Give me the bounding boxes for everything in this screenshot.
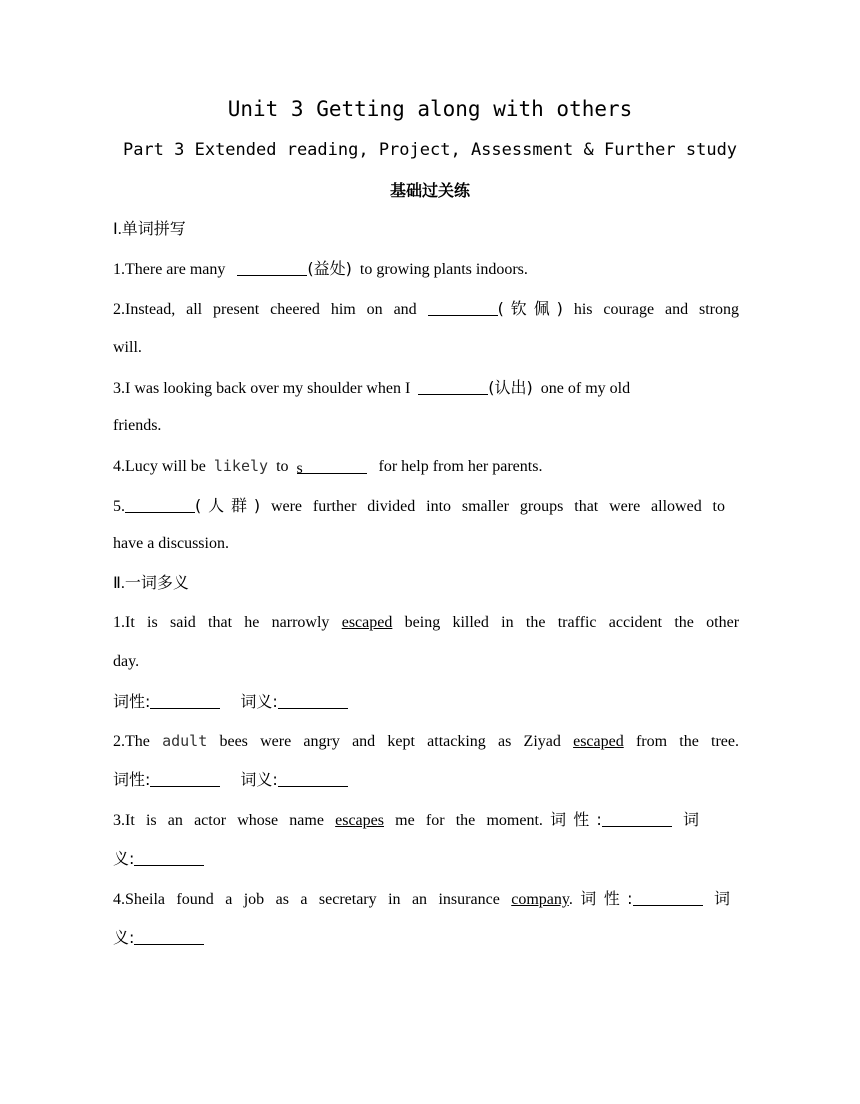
section2-heading: Ⅱ.一词多义 (113, 573, 189, 592)
question-6: 1.It is said that he narrowly escaped being killed in the traffic accident the other (113, 614, 740, 631)
question-3: 3.I was looking back over my shoulder when I (认出) one of my old (113, 378, 631, 397)
target-word: escaped (573, 733, 624, 750)
target-word: escaped (341, 614, 393, 631)
question-9-cont: 义: (113, 926, 739, 950)
question-4: 4.Lucy will be likely to s for help from her parents. (113, 457, 543, 477)
question-9: 4.Sheila found a job as a secretary in an insurance company.词性: 词 (113, 889, 730, 908)
page-title: Unit 3 Getting along with others (227, 97, 633, 121)
answer-row-2: 词性: 词义: (113, 768, 739, 792)
answer-blank[interactable]: s (297, 457, 367, 474)
question-2: 2.Instead, all present cheered him on and (钦佩) his courage and strong (113, 299, 740, 318)
pos-blank[interactable] (633, 889, 703, 906)
answer-blank[interactable] (418, 378, 488, 395)
question-5-cont: have a discussion. (113, 535, 229, 552)
question-8-cont: 义: (113, 847, 739, 871)
meaning-blank[interactable] (278, 770, 348, 787)
exercise-heading: 基础过关练 (389, 181, 470, 200)
question-1: 1.There are many (益处) to growing plants indoors. (113, 259, 528, 278)
page-subtitle: Part 3 Extended reading, Project, Assessment & Further study (122, 140, 738, 160)
target-word: escapes (335, 812, 384, 829)
meaning-blank[interactable] (278, 692, 348, 709)
pos-blank[interactable] (150, 770, 220, 787)
answer-blank[interactable] (125, 496, 195, 513)
question-2-cont: will. (113, 339, 142, 356)
section1-heading: Ⅰ.单词拼写 (113, 219, 186, 238)
answer-blank[interactable] (237, 259, 307, 276)
question-3-cont: friends. (113, 417, 162, 434)
answer-row-1: 词性: 词义: (113, 690, 739, 714)
target-word: company (511, 891, 569, 908)
meaning-blank[interactable] (134, 928, 204, 945)
question-6-cont: day. (113, 653, 140, 670)
meaning-blank[interactable] (134, 849, 204, 866)
question-5: 5. (人群) were further divided into smaller groups that were allowed to (113, 496, 725, 515)
question-8: 3.It is an actor whose name escapes me for the moment.词性: 词 (113, 810, 700, 829)
pos-blank[interactable] (150, 692, 220, 709)
pos-blank[interactable] (602, 810, 672, 827)
answer-blank[interactable] (428, 299, 498, 316)
question-7: 2.The adult bees were angry and kept attacking as Ziyad escaped from the tree. (113, 732, 740, 750)
